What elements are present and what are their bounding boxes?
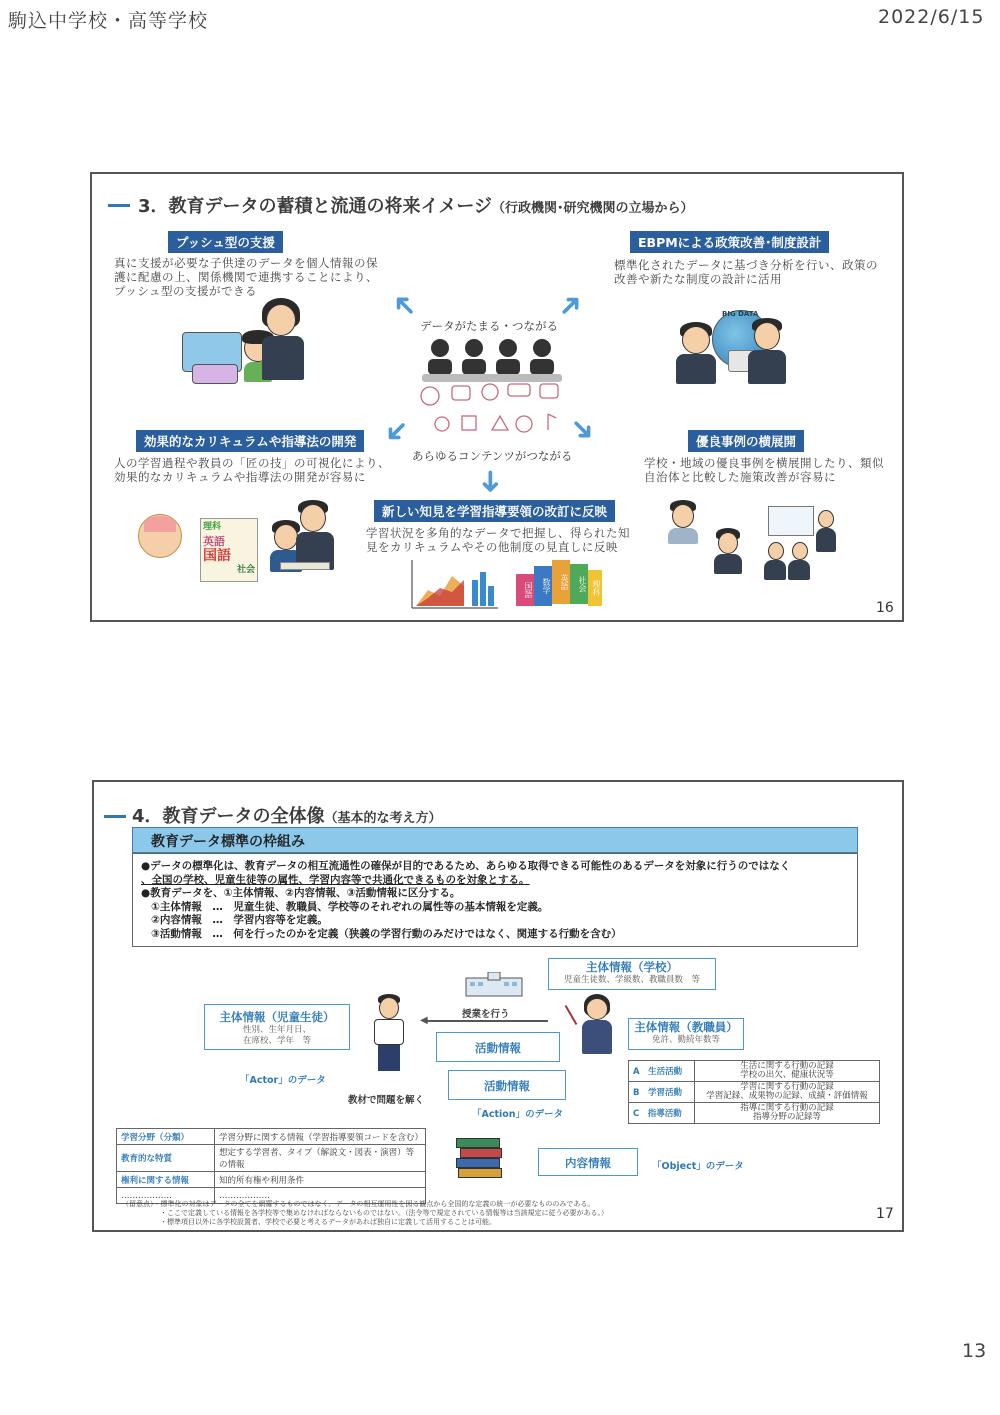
subject-cards-b bbox=[516, 560, 602, 610]
school-building-icon bbox=[464, 972, 524, 998]
framework-line-3: ●教育データを、①主体情報、②内容情報、③活動情報に区分する。 bbox=[141, 887, 461, 899]
subject-b-math: 数学 bbox=[534, 566, 552, 606]
brain-icon bbox=[144, 516, 176, 532]
subject-english: 英語 bbox=[203, 535, 225, 548]
table-row: 学習分野（分類） 学習分野に関する情報（学習指導要領コードを含む） bbox=[117, 1129, 426, 1145]
guideline-label: 新しい知見を学習指導要領の改訂に反映 bbox=[374, 500, 615, 522]
framework-line-2: 、全国の学校、児童生徒等の属性、学習内容等で共通化できるものを対象とする。 bbox=[141, 873, 530, 886]
ebpm-label: EBPMによる政策改善･制度設計 bbox=[630, 231, 829, 253]
laptop-icon bbox=[192, 364, 238, 384]
slide-17-number: 17 bbox=[876, 1206, 894, 1222]
framework-title: 教育データ標準の枠組み bbox=[132, 827, 858, 853]
desk-icon bbox=[280, 562, 330, 570]
subject-b-science: 理科 bbox=[588, 570, 602, 606]
title-accent-bar bbox=[108, 204, 130, 207]
curriculum-text: 人の学習過程や教員の「匠の技」の可視化により、効果的なカリキュラムや指導法の開発が容易に bbox=[114, 456, 390, 484]
table-row: 権利に関する情報 知的所有権や利用条件 bbox=[117, 1172, 426, 1188]
center-bottom-text: あらゆるコンテンツがつながる bbox=[412, 449, 573, 463]
page-number: 13 bbox=[962, 1340, 987, 1362]
subject-social: 社会 bbox=[236, 565, 255, 575]
data-chart-icon bbox=[410, 558, 500, 610]
center-top-text: データがたまる・つながる bbox=[420, 319, 558, 333]
school-name: 駒込中学校・高等学校 bbox=[8, 10, 209, 32]
arrow-up-right-icon: ➜ bbox=[549, 284, 592, 327]
activity-info-2: 活動情報 bbox=[484, 1079, 530, 1093]
footnote-3: ・標準項目以外に各学校設置者、学校で必要と考えるデータがあれば独自に定義して活用することは可能。 bbox=[160, 1218, 496, 1226]
big-data-label: BIG DATA bbox=[722, 310, 759, 318]
guideline-text: 学習状況を多角的なデータで把握し、得られた知見をカリキュラムやその他制度の見直しに反映 bbox=[366, 526, 630, 554]
subject-b-english: 英語 bbox=[552, 560, 570, 604]
school-info-callout bbox=[548, 958, 716, 990]
table-row: ……………… ……………… bbox=[117, 1188, 426, 1204]
teach-arrow-head-icon: ◀ bbox=[420, 1015, 428, 1026]
content-info: 内容情報 bbox=[565, 1156, 611, 1170]
activity-info-callout-2 bbox=[448, 1070, 566, 1100]
contents-icons bbox=[412, 378, 572, 442]
arrow-down-left-icon: ➜ bbox=[375, 410, 418, 453]
slide-17-title-sub: （基本的な考え方） bbox=[324, 811, 442, 826]
subject-b-japanese: 国語 bbox=[516, 574, 534, 606]
ebpm-text: 標準化されたデータに基づき分析を行い、政策の改善や新たな制度の設計に活用 bbox=[614, 258, 878, 286]
push-support-text: 真に支援が必要な子供達のデータを個人情報の保護に配慮の上、関係機関で連携することにより、プッシュ型の支援ができる bbox=[114, 256, 378, 298]
teach-arrow-line bbox=[424, 1020, 548, 1022]
page-date: 2022/6/15 bbox=[878, 6, 985, 28]
content-table bbox=[116, 1128, 426, 1204]
action-label: 「Action」のデータ bbox=[472, 1109, 564, 1120]
title-accent-bar-17 bbox=[104, 815, 126, 818]
framework-line-5: ②内容情報 … 学習内容等を定義。 bbox=[151, 914, 328, 926]
student-info-desc-1: 性別、生年月日、 bbox=[242, 1025, 311, 1035]
framework-body bbox=[132, 853, 858, 947]
subject-science: 理科 bbox=[203, 522, 222, 532]
activity-info-1: 活動情報 bbox=[475, 1041, 521, 1055]
actor-label: 「Actor」のデータ bbox=[240, 1075, 326, 1086]
connected-people-icon bbox=[422, 334, 562, 384]
activity-val-b: 学習に関する行動の記録 学習記録、成果物の記録、成績・評価情報 bbox=[695, 1082, 880, 1103]
slide-17-title-main: 4．教育データの全体像 bbox=[132, 806, 325, 827]
student-info-desc-2: 在席校、学年 等 bbox=[242, 1036, 311, 1046]
activity-key-c: C 指導活動 bbox=[629, 1103, 695, 1124]
books-icon bbox=[456, 1138, 502, 1180]
framework-line-6: ③活動情報 … 何を行ったのかを定義（狭義の学習行動のみだけではなく、関連する行動を含む） bbox=[151, 927, 622, 940]
table-row bbox=[629, 1103, 880, 1124]
table-row: 教育的な特質 想定する学習者、タイプ（解説文・図表・演習）等の情報 bbox=[117, 1145, 426, 1172]
school-info-title: 主体情報（学校） bbox=[586, 960, 678, 974]
slide-17 bbox=[92, 780, 904, 1232]
best-practice-text: 学校・地域の優良事例を横展開したり、類似自治体と比較した施策改善が容易に bbox=[644, 456, 884, 484]
activity-key-a: A 生活活動 bbox=[629, 1061, 695, 1082]
curriculum-label: 効果的なカリキュラムや指導法の開発 bbox=[136, 430, 364, 452]
push-support-label: プッシュ型の支援 bbox=[168, 231, 283, 253]
school-info-desc: 児童生徒数、学級数、教職員数 等 bbox=[563, 975, 700, 985]
activity-val-c: 指導に関する行動の記録 指導分野の記録等 bbox=[695, 1103, 880, 1124]
subject-cards-a bbox=[200, 518, 258, 582]
student-info-callout bbox=[204, 1004, 350, 1050]
teach-label: 授業を行う bbox=[462, 1009, 510, 1020]
activity-key-b: B 学習活動 bbox=[629, 1082, 695, 1103]
slide-16-title bbox=[138, 192, 694, 218]
arrow-down-icon: ➜ bbox=[473, 468, 509, 495]
footnote-1: （留意点）・標準化の対象はデータの全てを網羅するものではなく、データの相互運用性を図る観点から全国的な定義の統一が必要なもののみである。 bbox=[122, 1200, 595, 1208]
subject-japanese: 国語 bbox=[203, 548, 231, 564]
teacher-info-callout bbox=[628, 1018, 744, 1050]
subject-b-social: 社会 bbox=[570, 564, 588, 604]
whiteboard-icon bbox=[768, 506, 814, 536]
student-info-title: 主体情報（児童生徒） bbox=[219, 1010, 335, 1024]
slide-16 bbox=[90, 172, 904, 622]
object-label: 「Object」のデータ bbox=[652, 1161, 744, 1172]
table-row bbox=[629, 1061, 880, 1082]
best-practice-label: 優良事例の横展開 bbox=[688, 430, 804, 452]
teacher-info-desc: 免許、勤続年数等 bbox=[651, 1035, 720, 1045]
table-row bbox=[629, 1082, 880, 1103]
arrow-up-left-icon: ➜ bbox=[383, 284, 426, 327]
slide-16-number: 16 bbox=[876, 600, 894, 616]
framework-line-1: ●データの標準化は、教育データの相互流通性の確保が目的であるため、あらゆる取得できる可能性のあるデータを対象に行うのではなく bbox=[141, 860, 791, 872]
footnote-2: ・ここで定義している情報を各学校等で集めなければならないものではない。（法令等で規定されている情報等は当該規定に従う必要がある。） bbox=[160, 1209, 608, 1217]
framework-line-4: ①主体情報 … 児童生徒、教職員、学校等のそれぞれの属性等の基本情報を定義。 bbox=[151, 900, 549, 913]
content-info-callout bbox=[538, 1148, 638, 1176]
slide-16-title-sub: （行政機関･研究機関の立場から） bbox=[491, 201, 694, 216]
slide-17-title bbox=[132, 802, 442, 828]
activity-val-a: 生活に関する行動の記録 学校の出欠、健康状況等 bbox=[695, 1061, 880, 1082]
activity-info-callout-1 bbox=[436, 1032, 560, 1062]
footnotes bbox=[122, 1200, 822, 1227]
slide-16-title-main: 3．教育データの蓄積と流通の将来イメージ bbox=[138, 196, 492, 217]
arrow-down-right-icon: ➜ bbox=[561, 408, 604, 451]
solve-label: 教材で問題を解く bbox=[348, 1095, 425, 1106]
activity-table bbox=[628, 1060, 880, 1124]
teacher-info-title: 主体情報（教職員） bbox=[634, 1020, 738, 1034]
